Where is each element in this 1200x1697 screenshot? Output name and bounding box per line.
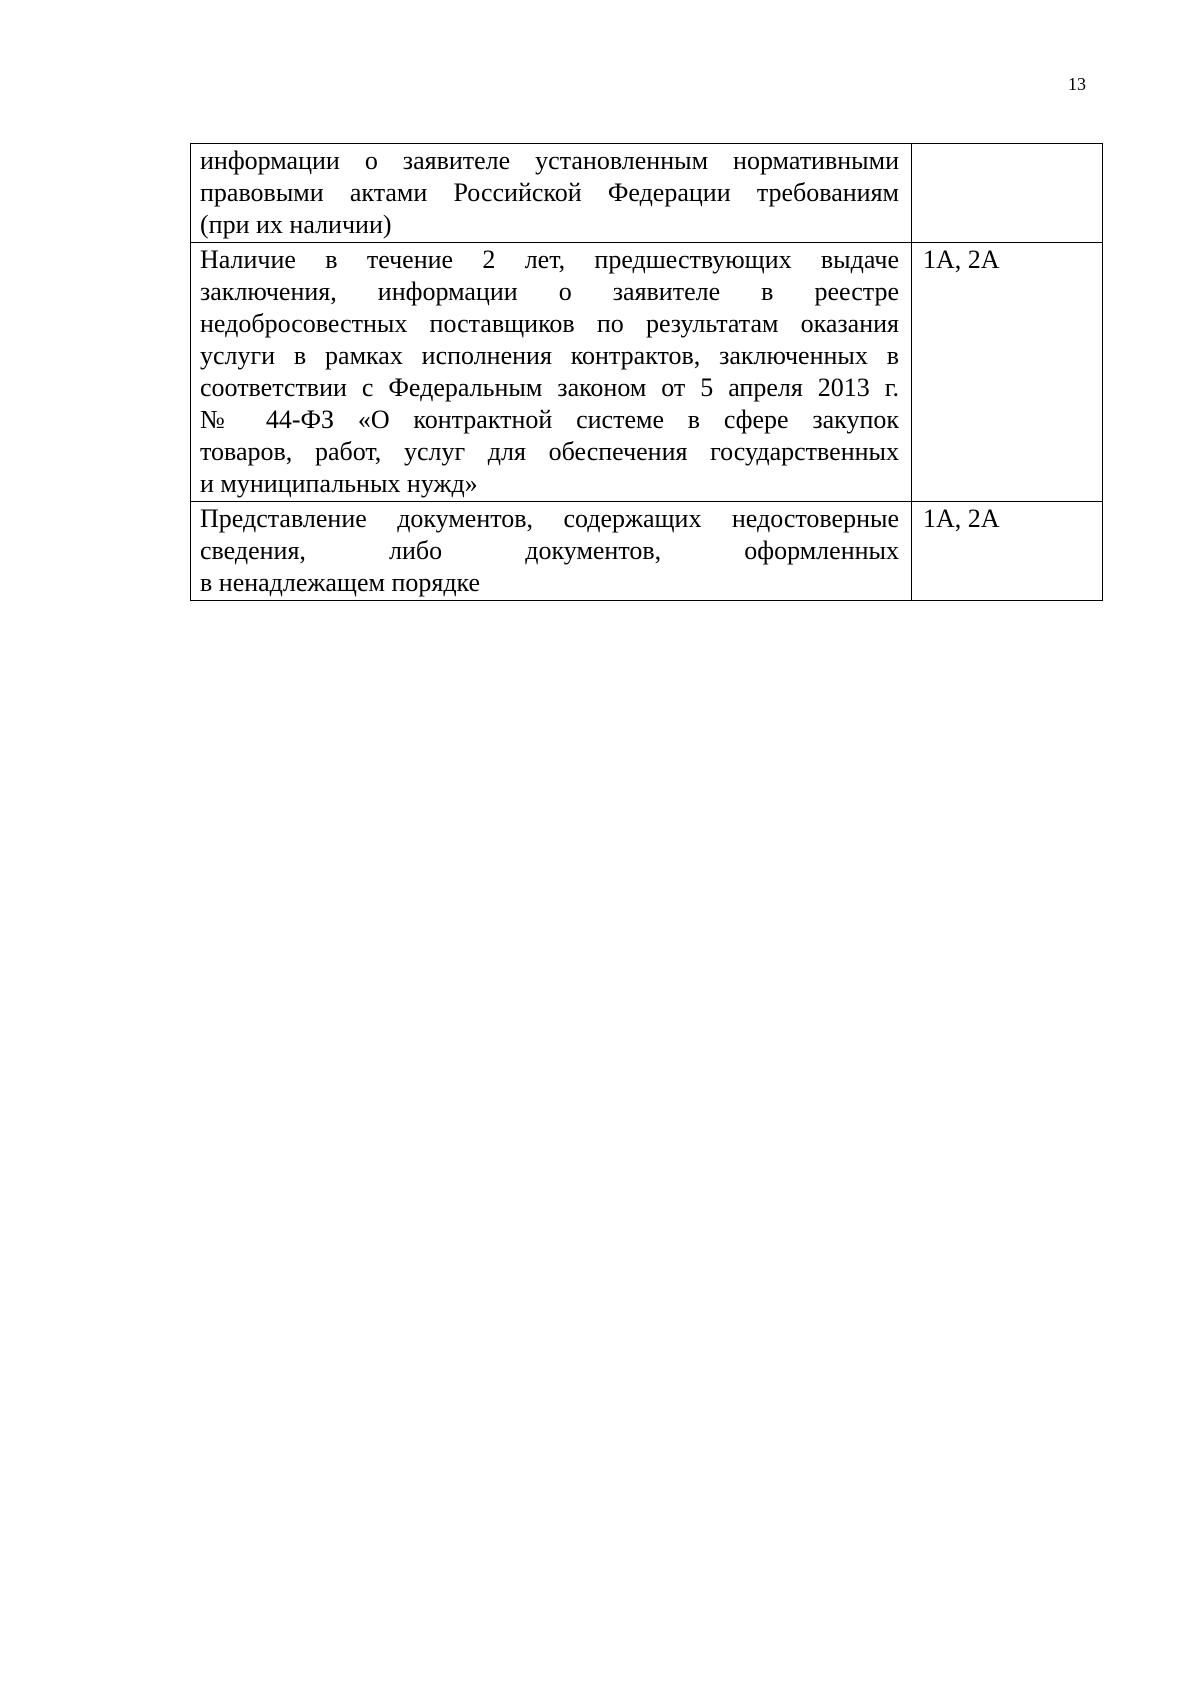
cell-line: сведения, либо документов, оформленных (200, 536, 899, 565)
table-cell-text (191, 144, 912, 243)
table-cell-text (191, 243, 912, 502)
table-cell-text (191, 502, 912, 601)
cell-line: недобросовестных поставщиков по результатам оказания (200, 309, 899, 338)
table-cell-code (912, 144, 1103, 243)
table-cell-code (912, 502, 1103, 601)
table-cell-code (912, 243, 1103, 502)
cell-line: соответствии с Федеральным законом от 5 апреля 2013 г. (200, 373, 899, 402)
requirements-table (190, 143, 1103, 601)
table-row (191, 502, 1103, 601)
page-number: 13 (1068, 74, 1086, 94)
cell-line: правовыми актами Российской Федерации требованиям (200, 178, 899, 207)
cell-line: Наличие в течение 2 лет, предшествующих выдаче (200, 245, 899, 274)
cell-line: в ненадлежащем порядке (200, 568, 481, 597)
cell-line: Представление документов, содержащих недостоверные (200, 504, 899, 533)
cell-code: 1А, 2А (923, 504, 1000, 533)
cell-line: (при их наличии) (200, 210, 392, 239)
table-row (191, 144, 1103, 243)
cell-code: 1А, 2А (923, 245, 1000, 274)
cell-line: заключения, информации о заявителе в реестре (200, 277, 899, 306)
cell-line: товаров, работ, услуг для обеспечения государственных (200, 437, 899, 466)
cell-line: № 44-ФЗ «О контрактной системе в сфере закупок (200, 405, 899, 434)
cell-line: услуги в рамках исполнения контрактов, заключенных в (200, 341, 899, 370)
table-row (191, 243, 1103, 502)
cell-code (912, 144, 1102, 146)
cell-line: и муниципальных нужд» (200, 469, 478, 498)
cell-line: информации о заявителе установленным нормативными (200, 146, 899, 175)
